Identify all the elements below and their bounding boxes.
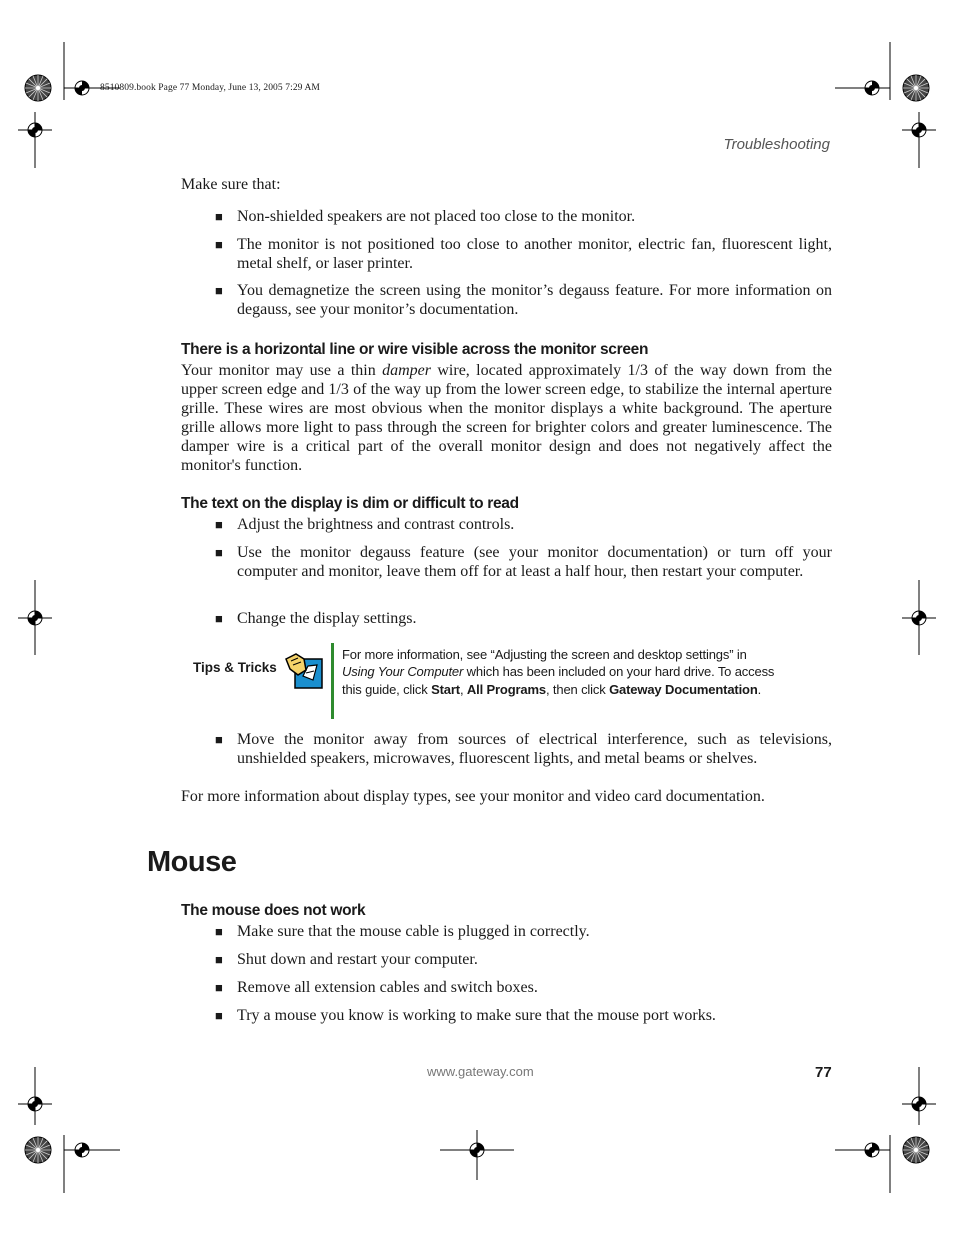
subheading-mouse: The mouse does not work [181,902,366,919]
bullet-square: ■ [215,237,223,252]
bullet-square: ■ [215,545,223,560]
list-item-text: You demagnetize the screen using the monitor’s degauss feature. For more information on degauss, see your monitor’s documentation. [237,282,832,318]
bullet-square: ■ [215,980,223,995]
list-item-text: Non-shielded speakers are not placed too close to the monitor. [237,208,636,225]
paragraph-text: wire, located approximately 1/3 of the way down from the upper screen edge and 1/3 of the way up from the lower screen edge, to stabilize the internal aperture grille. These wires are most obvious when the monitor displays a white background. The aperture grille allows more light to pass through the screen for brighter colors and greater luminescence. The damper wire is a critical part of the overall monitor design and does not negatively affect the monitor's function. [181,362,833,474]
print-slug: 8510809.book Page 77 Monday, June 13, 2005 7:29 AM [100,83,320,93]
bullet-square: ■ [215,1008,223,1023]
section-title-mouse: Mouse [147,846,237,878]
intro-text: Make sure that: [181,176,281,193]
list-item-text: Remove all extension cables and switch boxes. [237,979,538,996]
list-item-text: Shut down and restart your computer. [237,951,478,968]
list-item-text: Change the display settings. [237,610,417,627]
page-number: 77 [815,1064,832,1081]
tips-guide-title: Using Your Computer [342,664,464,680]
tips-text-part: . [757,681,762,697]
tips-text-part: which has been included on your hard drive. To access this guide, click [342,664,775,697]
bullet-square: ■ [215,283,223,298]
paragraph-italic-term: damper [382,362,431,379]
list-item-text: Move the monitor away from sources of electrical interference, such as televisions, unshielded speakers, microwaves, fluorescent lights, and metal beams or shelves. [237,731,832,767]
more-info-paragraph: For more information about display types, see your monitor and video card documentation. [181,788,765,805]
list-item-text: Adjust the brightness and contrast controls. [237,516,515,533]
bullet-square: ■ [215,732,223,747]
tips-gateway-documentation-term: Gateway Documentation [609,681,758,697]
paragraph-text: Your monitor may use a thin [181,362,383,379]
list-item-text: Make sure that the mouse cable is plugged in correctly. [237,923,590,940]
list-item-text: Use the monitor degauss feature (see your monitor documentation) or turn off your computer and monitor, leave them off for at least a half hour, then restart your computer. [237,544,832,580]
bullet-square: ■ [215,924,223,939]
subheading-horizontal-line: There is a horizontal line or wire visible across the monitor screen [181,341,649,358]
running-head: Troubleshooting [723,136,830,153]
tips-start-term: Start [431,681,460,697]
tips-all-programs-term: All Programs [466,681,546,697]
tips-text-part: , [459,681,467,697]
bullet-square: ■ [215,517,223,532]
tips-tricks-label: Tips & Tricks [193,660,277,675]
tips-text-part: , then click [546,681,610,697]
list-item-text: Try a mouse you know is working to make sure that the mouse port works. [237,1007,716,1024]
bullet-square: ■ [215,209,223,224]
bullet-square: ■ [215,611,223,626]
subheading-dim-text: The text on the display is dim or difficult to read [181,495,519,512]
bullet-square: ■ [215,952,223,967]
list-item-text: The monitor is not positioned too close to another monitor, electric fan, fluorescent light, metal shelf, or laser printer. [237,236,832,272]
footer-url: www.gateway.com [427,1064,534,1079]
tips-text-part: For more information, see “Adjusting the screen and desktop settings” in [342,647,747,662]
